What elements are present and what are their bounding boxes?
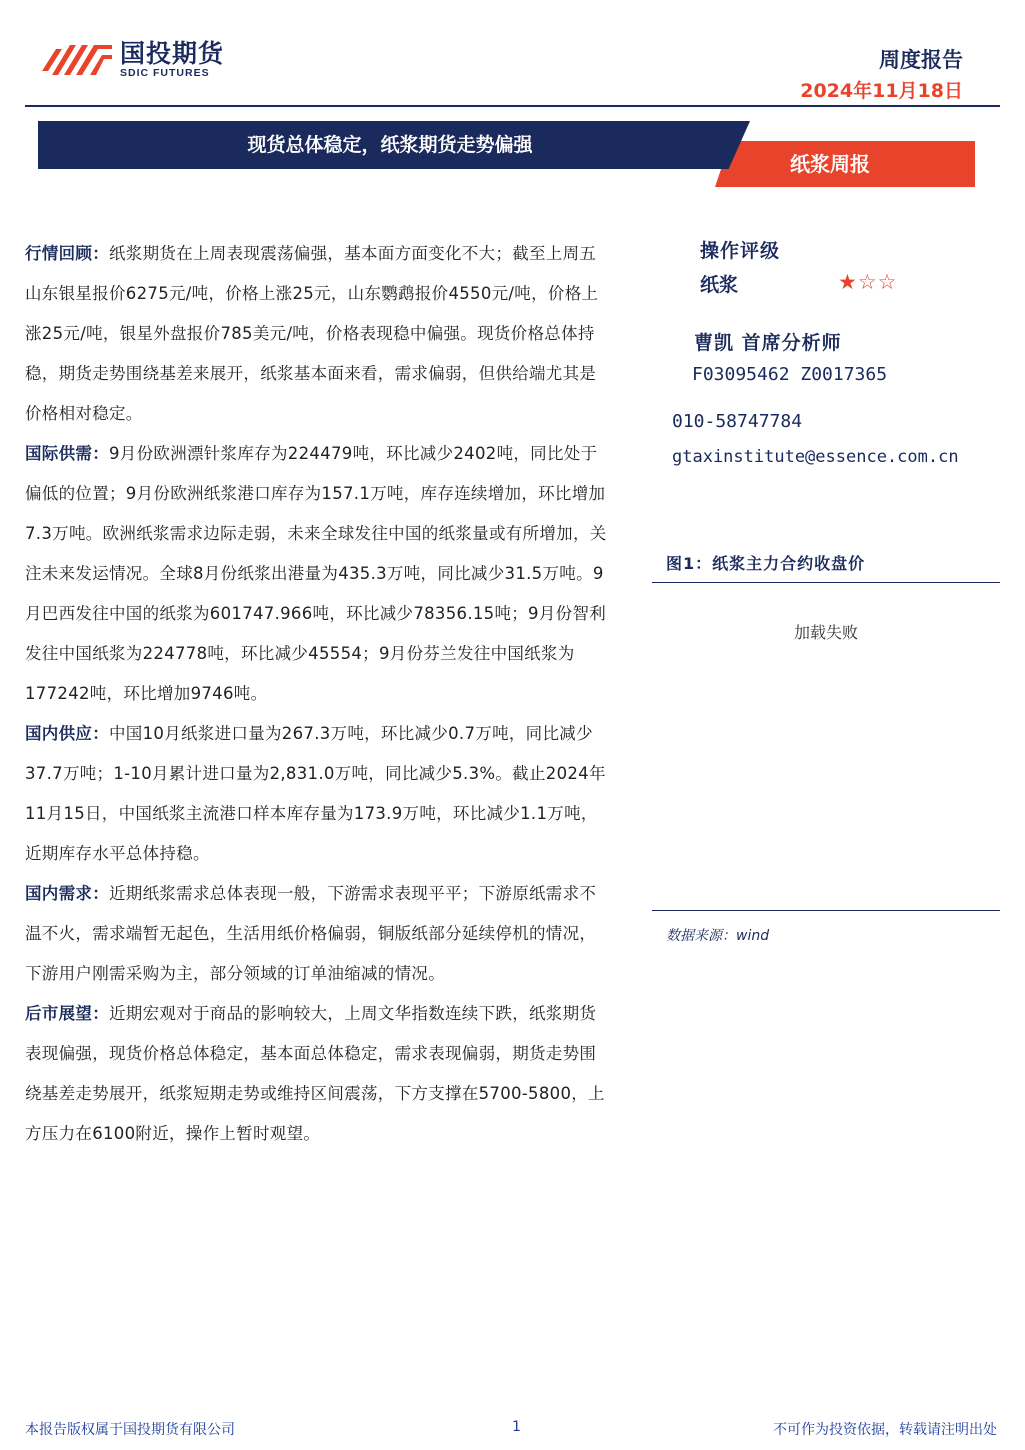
category-banner-label: 纸浆周报 <box>790 152 870 176</box>
analyst-certificate: F03095462 Z0017365 <box>692 364 888 385</box>
section-text: 近期宏观对于商品的影响较大，上周文华指数连续下跌，纸浆期货表现偏强，现货价格总体稳定，基本面总体稳定，需求表现偏弱，期货走势围绕基差走势展开，纸浆短期走势或维持区间震荡，下方支撑在5700-5800，上方压力在6100附近，操作上暂时观望。 <box>25 1004 605 1143</box>
section-international-supply <box>25 434 610 714</box>
logo-chinese-name: 国投期货 <box>120 39 225 68</box>
rating-title: 操作评级 <box>700 240 781 262</box>
section-market-review <box>25 234 610 434</box>
figure-source: 数据来源：wind <box>666 928 770 944</box>
figure-load-failed-text: 加载失败 <box>793 623 858 642</box>
analyst-email[interactable]: gtaxinstitute@essence.com.cn <box>672 447 959 467</box>
section-heading: 后市展望： <box>25 1004 109 1023</box>
section-heading: 国际供需： <box>25 444 109 463</box>
figure-title: 图1：纸浆主力合约收盘价 <box>666 554 866 573</box>
section-text: 近期纸浆需求总体表现一般，下游需求表现平平；下游原纸需求不温不火，需求端暂无起色，生活用纸价格偏弱，铜版纸部分延续停机的情况，下游用户刚需采购为主，部分领域的订单油缩减的情况。 <box>25 884 597 983</box>
section-text: 纸浆期货在上周表现震荡偏强，基本面方面变化不大；截至上周五山东银星报价6275元/吨，价格上涨25元，山东鹦鹉报价4550元/吨，价格上涨25元/吨，银星外盘报价785美元/吨，价格表现稳中偏强。现货价格总体持稳，期货走势围绕基差来展开，纸浆基本面来看，需求偏弱，但供给端尤其是价格相对稳定。 <box>25 244 599 423</box>
section-heading: 国内供应： <box>25 724 109 743</box>
headline-banner-label: 现货总体稳定，纸浆期货走势偏强 <box>247 134 533 156</box>
logo-english-name: SDIC FUTURES <box>120 67 210 79</box>
report-date: 2024年11月18日 <box>800 80 963 102</box>
section-domestic-supply <box>25 714 610 874</box>
footer-disclaimer: 不可作为投资依据，转载请注明出处 <box>773 1422 997 1438</box>
report-type: 周度报告 <box>879 48 963 72</box>
section-heading: 国内需求： <box>25 884 109 903</box>
footer-copyright: 本报告版权属于国投期货有限公司 <box>25 1422 235 1438</box>
sdic-logo-icon <box>42 41 114 79</box>
section-outlook <box>25 994 610 1154</box>
report-body <box>25 234 610 1154</box>
section-domestic-demand <box>25 874 610 994</box>
analyst-name: 曹凯 首席分析师 <box>694 332 842 354</box>
rating-label: 纸浆 <box>700 274 739 296</box>
company-logo <box>42 40 224 79</box>
header-divider <box>25 105 1000 107</box>
analyst-phone: 010-58747784 <box>672 411 803 432</box>
section-text: 9月份欧洲漂针浆库存为224479吨，环比减少2402吨，同比处于偏低的位置；9月份欧洲纸浆港口库存为157.1万吨，库存连续增加，环比增加7.3万吨。欧洲纸浆需求边际走弱，未来全球发往中国的纸浆量或有所增加，关注未来发运情况。全球8月份纸浆出港量为435.3万吨，同比减少31.5万吨。9月巴西发往中国的纸浆为601747.966吨，环比减少78356.15吨；9月份智利发往中国纸浆为224778吨，环比减少45554；9月份芬兰发往中国纸浆为177242吨，环比增加9746吨。 <box>25 444 607 703</box>
section-heading: 行情回顾： <box>25 244 109 263</box>
section-text: 中国10月纸浆进口量为267.3万吨，环比减少0.7万吨，同比减少37.7万吨；1-10月累计进口量为2,831.0万吨，同比减少5.3%。截止2024年11月15日，中国纸浆主流港口样本库存量为173.9万吨，环比减少1.1万吨，近期库存水平总体持稳。 <box>25 724 606 863</box>
page-number: 1 <box>512 1419 521 1435</box>
figure-bottom-rule <box>652 910 1000 911</box>
rating-stars: ★☆☆ <box>838 270 898 294</box>
